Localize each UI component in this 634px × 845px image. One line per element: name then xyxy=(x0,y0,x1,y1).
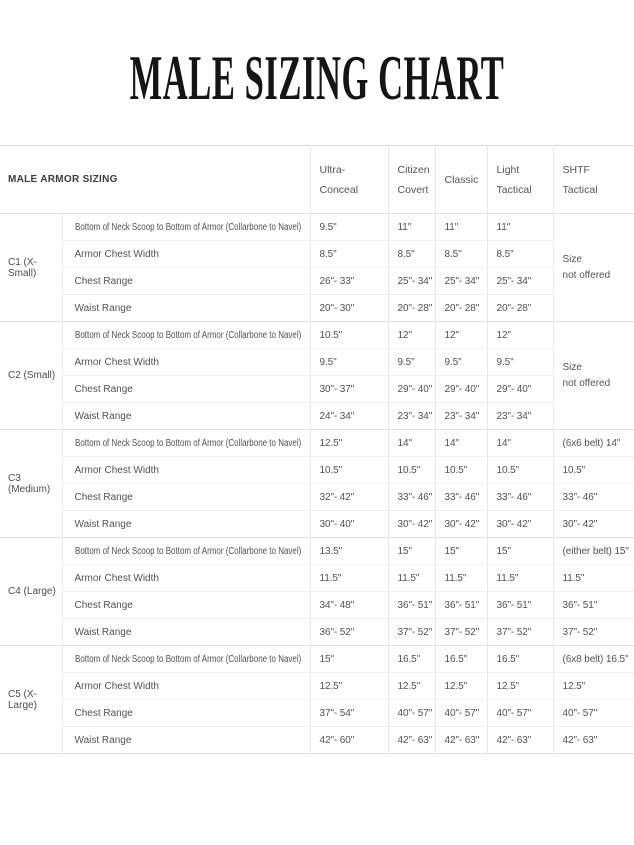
value-cell: 12" xyxy=(435,322,487,349)
table-row xyxy=(0,376,634,403)
value-cell: 11.5" xyxy=(553,565,634,592)
value-cell: 42"- 60" xyxy=(310,727,388,754)
table-row xyxy=(0,430,634,457)
col-header-classic: Classic xyxy=(435,146,487,214)
value-cell: 11.5" xyxy=(487,565,553,592)
value-cell: 10.5" xyxy=(553,457,634,484)
value-cell: 23"- 34" xyxy=(388,403,435,430)
value-cell: 29"- 40" xyxy=(388,376,435,403)
measurement-cell: Chest Range xyxy=(62,484,310,511)
value-cell: 29"- 40" xyxy=(435,376,487,403)
value-cell: 9.5" xyxy=(388,349,435,376)
table-row xyxy=(0,403,634,430)
value-cell: 40"- 57" xyxy=(435,700,487,727)
value-cell: 12.5" xyxy=(553,673,634,700)
value-cell: 12.5" xyxy=(388,673,435,700)
value-cell: 20"- 28" xyxy=(487,295,553,322)
value-cell: 23"- 34" xyxy=(435,403,487,430)
value-cell: (6x8 belt) 16.5" xyxy=(553,646,634,673)
value-cell: 10.5" xyxy=(487,457,553,484)
size-cell-c4: C4 (Large) xyxy=(0,538,62,646)
value-cell: 25"- 34" xyxy=(388,268,435,295)
measurement-cell: Bottom of Neck Scoop to Bottom of Armor (Collarbone to Navel) xyxy=(62,214,310,241)
table-row xyxy=(0,592,634,619)
value-cell: 37"- 52" xyxy=(553,619,634,646)
measurement-cell: Waist Range xyxy=(62,295,310,322)
table-row xyxy=(0,673,634,700)
value-cell: 8.5" xyxy=(487,241,553,268)
value-cell: 10.5" xyxy=(435,457,487,484)
measurement-cell: Chest Range xyxy=(62,376,310,403)
value-cell: 8.5" xyxy=(435,241,487,268)
table-row xyxy=(0,214,634,241)
value-cell: 12.5" xyxy=(310,673,388,700)
measurement-cell: Bottom of Neck Scoop to Bottom of Armor (Collarbone to Navel) xyxy=(62,646,310,673)
table-row xyxy=(0,268,634,295)
value-cell: 15" xyxy=(435,538,487,565)
value-cell: 36"- 51" xyxy=(388,592,435,619)
measurement-cell: Bottom of Neck Scoop to Bottom of Armor (Collarbone to Navel) xyxy=(62,538,310,565)
value-cell: 8.5" xyxy=(310,241,388,268)
value-cell: 37"- 52" xyxy=(388,619,435,646)
measurement-cell: Armor Chest Width xyxy=(62,349,310,376)
table-row xyxy=(0,457,634,484)
size-cell-c2: C2 (Small) xyxy=(0,322,62,430)
value-cell: 10.5" xyxy=(310,322,388,349)
size-cell-c3: C3 (Medium) xyxy=(0,430,62,538)
value-cell: 37"- 52" xyxy=(435,619,487,646)
table-row xyxy=(0,700,634,727)
value-cell: 12" xyxy=(388,322,435,349)
value-cell: 20"- 28" xyxy=(435,295,487,322)
value-cell: (6x6 belt) 14" xyxy=(553,430,634,457)
table-row xyxy=(0,511,634,538)
col-header-shtf-tactical: SHTF Tactical xyxy=(553,146,634,214)
value-cell: 37"- 54" xyxy=(310,700,388,727)
shtf-not-offered-cell: Size not offered xyxy=(553,214,634,322)
value-cell: 25"- 34" xyxy=(435,268,487,295)
value-cell: 10.5" xyxy=(310,457,388,484)
value-cell: 11.5" xyxy=(310,565,388,592)
value-cell: 11.5" xyxy=(388,565,435,592)
value-cell: 12.5" xyxy=(435,673,487,700)
measurement-cell: Bottom of Neck Scoop to Bottom of Armor (Collarbone to Navel) xyxy=(62,322,310,349)
table-row xyxy=(0,241,634,268)
measurement-cell: Chest Range xyxy=(62,700,310,727)
measurement-cell: Waist Range xyxy=(62,727,310,754)
measurement-cell: Armor Chest Width xyxy=(62,457,310,484)
header-row xyxy=(0,146,634,214)
value-cell: 14" xyxy=(487,430,553,457)
value-cell: 30"- 42" xyxy=(435,511,487,538)
value-cell: 42"- 63" xyxy=(487,727,553,754)
value-cell: 14" xyxy=(435,430,487,457)
value-cell: 9.5" xyxy=(310,349,388,376)
value-cell: 9.5" xyxy=(435,349,487,376)
value-cell: 15" xyxy=(310,646,388,673)
value-cell: 11" xyxy=(388,214,435,241)
measurement-cell: Armor Chest Width xyxy=(62,241,310,268)
value-cell: 11" xyxy=(487,214,553,241)
value-cell: 33"- 46" xyxy=(435,484,487,511)
corner-header: MALE ARMOR SIZING xyxy=(8,174,118,185)
value-cell: 29"- 40" xyxy=(487,376,553,403)
value-cell: 16.5" xyxy=(388,646,435,673)
value-cell: 16.5" xyxy=(487,646,553,673)
value-cell: 26"- 33" xyxy=(310,268,388,295)
value-cell: 30"- 40" xyxy=(310,511,388,538)
measurement-cell: Waist Range xyxy=(62,619,310,646)
table-row xyxy=(0,619,634,646)
measurement-cell: Bottom of Neck Scoop to Bottom of Armor (Collarbone to Navel) xyxy=(62,430,310,457)
value-cell: 9.5" xyxy=(310,214,388,241)
value-cell: 36"- 52" xyxy=(310,619,388,646)
value-cell: 30"- 42" xyxy=(487,511,553,538)
value-cell: 15" xyxy=(487,538,553,565)
col-header-light-tactical: Light Tactical xyxy=(487,146,553,214)
value-cell: 42"- 63" xyxy=(553,727,634,754)
value-cell: 13.5" xyxy=(310,538,388,565)
measurement-cell: Chest Range xyxy=(62,268,310,295)
value-cell: 12" xyxy=(487,322,553,349)
value-cell: 37"- 52" xyxy=(487,619,553,646)
table-row xyxy=(0,484,634,511)
table-row xyxy=(0,349,634,376)
table-row xyxy=(0,538,634,565)
measurement-cell: Armor Chest Width xyxy=(62,673,310,700)
value-cell: 34"- 48" xyxy=(310,592,388,619)
size-cell-c1: C1 (X-Small) xyxy=(0,214,62,322)
value-cell: 33"- 46" xyxy=(388,484,435,511)
measurement-cell: Chest Range xyxy=(62,592,310,619)
measurement-cell: Waist Range xyxy=(62,511,310,538)
shtf-not-offered-cell: Size not offered xyxy=(553,322,634,430)
measurement-cell: Armor Chest Width xyxy=(62,565,310,592)
table-row xyxy=(0,322,634,349)
value-cell: 42"- 63" xyxy=(435,727,487,754)
value-cell: 33"- 46" xyxy=(487,484,553,511)
size-cell-c5: C5 (X-Large) xyxy=(0,646,62,754)
value-cell: (either belt) 15" xyxy=(553,538,634,565)
value-cell: 36"- 51" xyxy=(553,592,634,619)
value-cell: 30"- 37" xyxy=(310,376,388,403)
value-cell: 8.5" xyxy=(388,241,435,268)
measurement-cell: Waist Range xyxy=(62,403,310,430)
value-cell: 32"- 42" xyxy=(310,484,388,511)
col-header-ultra-conceal: Ultra- Conceal xyxy=(310,146,388,214)
value-cell: 11" xyxy=(435,214,487,241)
value-cell: 15" xyxy=(388,538,435,565)
value-cell: 23"- 34" xyxy=(487,403,553,430)
table-row xyxy=(0,727,634,754)
col-header-citizen-covert: Citizen Covert xyxy=(388,146,435,214)
value-cell: 24"- 34" xyxy=(310,403,388,430)
value-cell: 42"- 63" xyxy=(388,727,435,754)
value-cell: 40"- 57" xyxy=(487,700,553,727)
value-cell: 12.5" xyxy=(487,673,553,700)
value-cell: 20"- 28" xyxy=(388,295,435,322)
male-sizing-table xyxy=(0,145,634,754)
value-cell: 33"- 46" xyxy=(553,484,634,511)
title-band xyxy=(0,0,634,145)
page-title: MALE SIZING CHART xyxy=(129,41,505,113)
value-cell: 30"- 42" xyxy=(388,511,435,538)
value-cell: 40"- 57" xyxy=(553,700,634,727)
value-cell: 25"- 34" xyxy=(487,268,553,295)
value-cell: 36"- 51" xyxy=(487,592,553,619)
value-cell: 9.5" xyxy=(487,349,553,376)
value-cell: 14" xyxy=(388,430,435,457)
value-cell: 11.5" xyxy=(435,565,487,592)
table-row xyxy=(0,646,634,673)
value-cell: 36"- 51" xyxy=(435,592,487,619)
table-row xyxy=(0,565,634,592)
value-cell: 40"- 57" xyxy=(388,700,435,727)
value-cell: 16.5" xyxy=(435,646,487,673)
value-cell: 12.5" xyxy=(310,430,388,457)
table-row xyxy=(0,295,634,322)
value-cell: 20"- 30" xyxy=(310,295,388,322)
value-cell: 10.5" xyxy=(388,457,435,484)
value-cell: 30"- 42" xyxy=(553,511,634,538)
